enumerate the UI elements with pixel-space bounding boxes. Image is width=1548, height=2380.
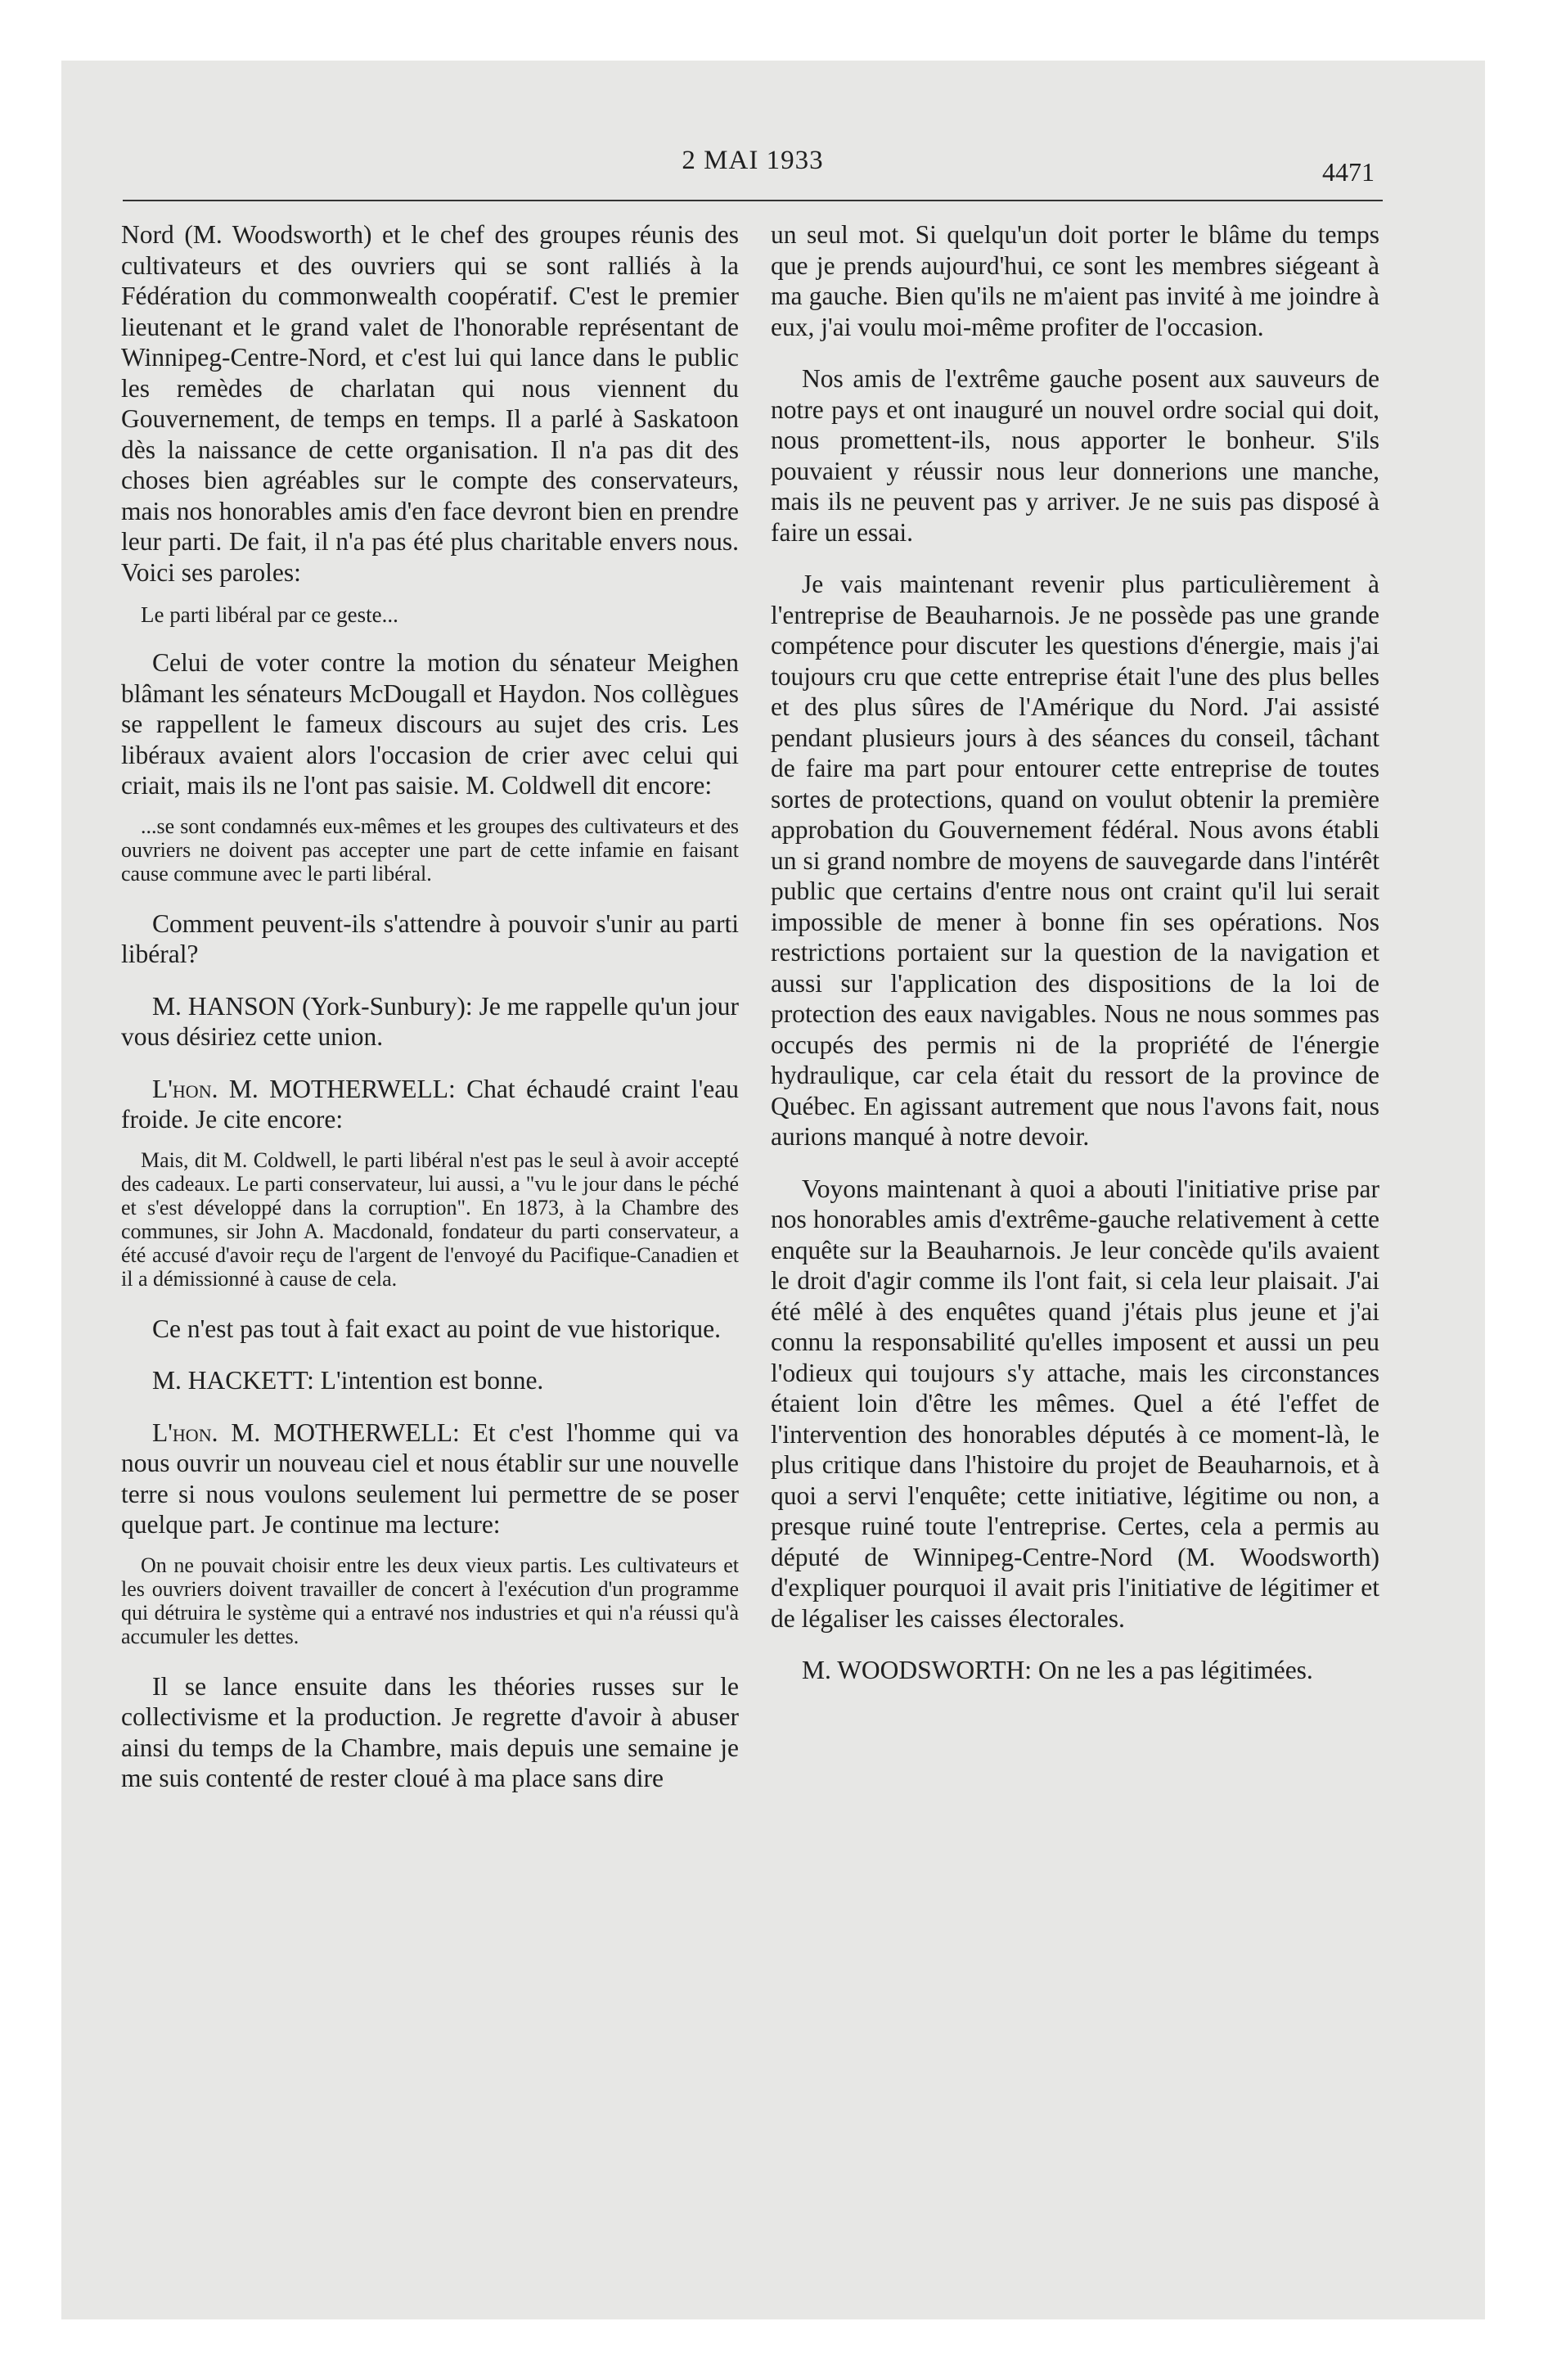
speaker-paragraph — [121, 1365, 739, 1396]
page-number: 4471 — [1322, 157, 1375, 187]
left-column — [121, 219, 739, 1815]
paragraph: Ce n'est pas tout à fait exact au point de vue historique. — [152, 1314, 721, 1343]
paragraph: Je vais maintenant revenir plus particulièrement à l'entreprise de Beauharnois. Je ne possède pas une grande compétence pour discuter les questions d'énergie, mais j'ai toujours cru que cette entreprise était l'une des plus belles et des plus sûres de l'Amérique du Nord. J'ai assisté pendant plusieurs jours à des séances du conseil, tâchant de faire ma part pour entourer cette entreprise de toutes sortes de protections, quand on voulut obtenir la première approbation du Gouvernement fédéral. Nous avons établi un si grand nombre de moyens de sauvegarde dans l'intérêt public que certains d'entre nous ont craint qu'il lui serait impossible de mener à bonne fin ses opérations. Nos restrictions portaient sur la question de la navigation et aussi sur l'application des dispositions de la loi de protection des eaux navigables. Nous ne nous sommes pas occupés des permis ni de la propriété de l'énergie hydraulique, car cela était du ressort de la province de Québec. En agissant autrement que nous l'avons fait, nous aurions manqué à notre devoir. — [771, 570, 1379, 1151]
speaker-paragraph — [121, 1074, 739, 1135]
page-header — [123, 146, 1383, 195]
paragraph: Celui de voter contre la motion du sénateur Meighen blâmant les sénateurs McDougall et Haydon. Nos collègues se rappellent le fameux discours au sujet des cris. Les libéraux avaient alors l'occasion de crier avec celui qui criait, mais ils ne l'ont pas saisie. M. Coldwell dit encore: — [121, 648, 739, 800]
speaker-text: Chat échaudé craint l'eau froide. Je cite encore: — [121, 1074, 740, 1134]
paragraph: Nord (M. Woodsworth) et le chef des groupes réunis des cultivateurs et des ouvriers qui se sont ralliés à la Fédération du commonwealth coopératif. C'est le premier lieutenant et le grand valet de l'honorable représentant de Winnipeg-Centre-Nord, et c'est lui qui lance dans le public les remèdes de charlatan qui nous viennent du Gouvernement, de temps en temps. Il a parlé à Saskatoon dès la naissance de cette organisation. Il n'a pas dit des choses bien agréables sur le compte des conservateurs, mais nos honorables amis d'en face devront bien en prendre leur parti. De fait, il n'a pas été plus charitable envers nous. Voici ses paroles: — [121, 220, 739, 587]
paragraph: un seul mot. Si quelqu'un doit porter le blâme du temps que je prends aujourd'hui, ce sont les membres siégeant à ma gauche. Bien qu'ils ne m'aient pas invité à me joindre à eux, j'ai voulu moi-même profiter de l'occasion. — [771, 220, 1379, 341]
speaker-name: L'hon. M. MOTHERWELL: — [152, 1418, 460, 1447]
speaker-name: L'hon. M. MOTHERWELL: — [152, 1074, 456, 1103]
speaker-paragraph — [771, 1655, 1379, 1686]
quote: Mais, dit M. Coldwell, le parti libéral n'est pas le seul à avoir accepté des cadeaux. Le parti conservateur, lui aussi, a "vu le jour dans le péché et s'est développé dans la corruption". En 1873, à la Chambre des communes, sir John A. Macdonald, fondateur du parti conservateur, a été accusé d'avoir reçu de l'argent de l'envoyé du Pacifique-Canadien et il a démissionné à cause de cela. — [121, 1147, 739, 1291]
header-rule — [123, 200, 1383, 201]
page-date: 2 MAI 1933 — [682, 146, 824, 175]
paragraph: Il se lance ensuite dans les théories russes sur le collectivisme et la production. Je regrette d'avoir à abuser ainsi du temps de la Chambre, mais depuis une semaine je me suis contenté de rester cloué à ma place sans dire — [121, 1671, 739, 1792]
quote: Le parti libéral par ce geste... — [141, 602, 398, 627]
speaker-name: M. WOODSWORTH: — [802, 1656, 1033, 1684]
speaker-name: M. HANSON — [152, 991, 296, 1021]
quote: On ne pouvait choisir entre les deux vieux partis. Les cultivateurs et les ouvriers doivent travailler de concert à l'exécution d'un programme qui détruira le système qui a entravé nos industries et qui n'a réussi qu'à accumuler les dettes. — [121, 1553, 739, 1648]
paragraph: Nos amis de l'extrême gauche posent aux sauveurs de notre pays et ont inauguré un nouvel ordre social qui doit, nous promettent-ils, nous apporter le bonheur. S'ils pouvaient y réussir nous leur donnerions une manche, mais ils ne peuvent pas y arriver. Je ne suis pas disposé à faire un essai. — [771, 364, 1379, 547]
paragraph: Voyons maintenant à quoi a abouti l'initiative prise par nos honorables amis d'extrême-gauche relativement à cette enquête sur la Beauharnois. Je leur concède qu'ils avaient le droit d'agir comme ils l'ont fait, si cela leur plaisait. J'ai été mêlé à des enquêtes quand j'étais plus jeune et j'ai connu la responsabilité qu'elles imposent et aussi un peu l'odieux qui toujours s'y attache, mais les circonstances étaient loin d'être les mêmes. Quel a été l'effet de l'intervention des honorables députés à ce moment-là, le plus critique dans l'histoire du projet de Beauharnois, et à quoi a servi l'enquête; cette initiative, légitime ou non, a presque ruiné toute l'entreprise. Certes, cela a permis au député de Winnipeg-Centre-Nord (M. Woodsworth) d'expliquer pourquoi il avait pris l'initiative de légitimer et de légaliser les caisses électorales. — [771, 1174, 1379, 1633]
paragraph: Comment peuvent-ils s'attendre à pouvoir s'unir au parti libéral? — [121, 908, 739, 968]
speaker-text: (York-Sunbury): Je me rappelle qu'un jour vous désiriez cette union. — [121, 991, 739, 1051]
speaker-text: Et c'est l'homme qui va nous ouvrir un nouveau ciel et nous établir sur une nouvelle terre si nous voulons seulement lui permettre de se poser quelque part. Je continue ma lecture: — [121, 1418, 740, 1539]
speaker-paragraph — [121, 1418, 739, 1540]
right-column — [771, 219, 1379, 1707]
speaker-paragraph — [121, 991, 739, 1053]
speaker-text: L'intention est bonne. — [320, 1366, 544, 1395]
quote: ...se sont condamnés eux-mêmes et les groupes des cultivateurs et des ouvriers ne doivent pas accepter une part de cette infamie en faisant cause commune avec le parti libéral. — [121, 814, 739, 886]
speaker-name: M. HACKETT: — [152, 1366, 314, 1395]
speaker-text: On ne les a pas légitimées. — [1037, 1656, 1313, 1684]
